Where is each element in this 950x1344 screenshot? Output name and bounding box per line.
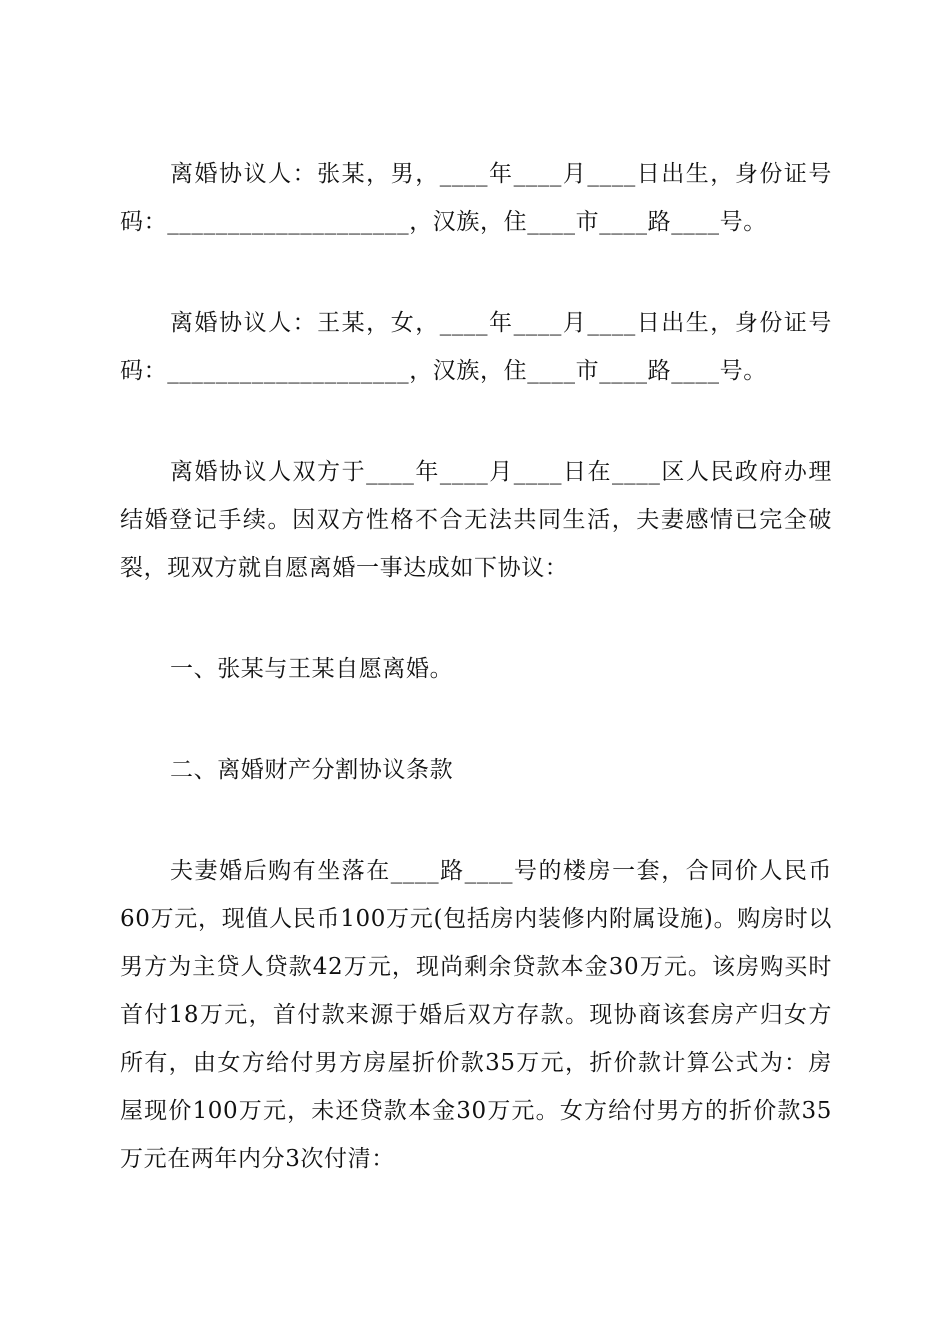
party-wang-paragraph: 离婚协议人：王某，女，____年____月____日出生，身份证号码：____________________，汉族，住____市____路____号。: [120, 310, 832, 384]
clause-two-heading: 二、离婚财产分割协议条款: [170, 757, 454, 783]
clause-one-paragraph: 一、张某与王某自愿离婚。: [170, 656, 454, 682]
property-division-paragraph: 夫妻婚后购有坐落在____路____号的楼房一套，合同价人民币60万元，现值人民币100万元(包括房内装修内附属设施)。购房时以男方为主贷人贷款42万元，现尚剩余贷款本金30万元。该房购买时首付18万元，首付款来源于婚后双方存款。现协商该套房产归女方所有，由女方给付男方房屋折价款35万元，折价款计算公式为：房屋现价100万元，未还贷款本金30万元。女方给付男方的折价款35万元在两年内分3次付清：: [120, 858, 832, 1172]
document-body: [120, 150, 832, 1236]
party-zhang-paragraph: 离婚协议人：张某，男，____年____月____日出生，身份证号码：____________________，汉族，住____市____路____号。: [120, 161, 832, 235]
marriage-registration-paragraph: 离婚协议人双方于____年____月____日在____区人民政府办理结婚登记手续。因双方性格不合无法共同生活，夫妻感情已完全破裂，现双方就自愿离婚一事达成如下协议：: [120, 459, 832, 581]
